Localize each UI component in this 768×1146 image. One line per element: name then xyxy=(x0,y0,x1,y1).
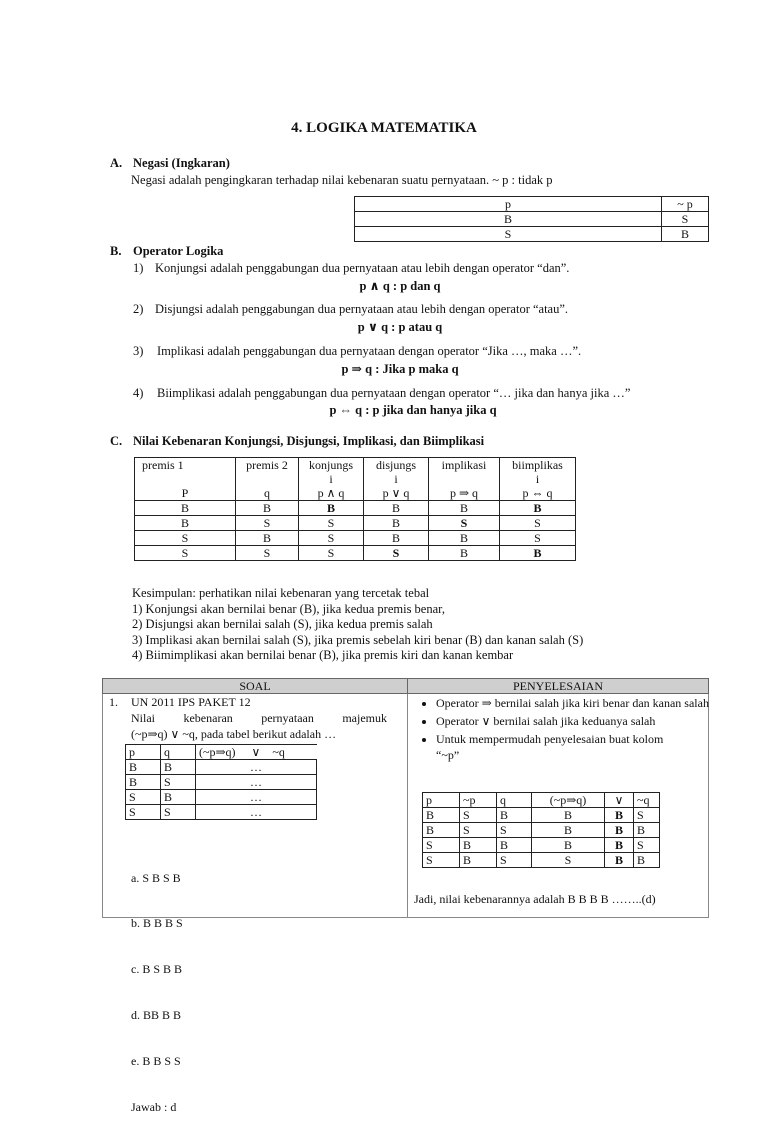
negation-cell: B xyxy=(662,227,709,242)
table-row: S S … xyxy=(126,805,317,820)
table-row: S B S B B S xyxy=(135,531,576,546)
operator-text-disjungsi: Disjungsi adalah penggabungan dua pernyataan atau lebih dengan operator “atau”. xyxy=(155,302,569,316)
operator-num: 4) xyxy=(133,386,144,400)
conclusion-line: 3) Implikasi akan bernilai salah (S), jika premis sebelah kiri benar (B) dan kanan salah (S) xyxy=(132,632,584,647)
soal-cell xyxy=(103,694,408,1115)
solution-conclusion: Jadi, nilai kebenarannya adalah B B B B ……..(d) xyxy=(414,892,656,906)
section-c-letter: C. xyxy=(110,434,123,448)
negation-cell: S xyxy=(355,227,662,242)
operator-text-biimplikasi: Biimplikasi adalah penggabungan dua pernyataan dengan operator “… jika dan hanya jika …” xyxy=(157,386,631,400)
table-row: B B B B B B xyxy=(135,501,576,516)
table-row: B S … xyxy=(126,775,317,790)
conclusion-line: 2) Disjungsi akan bernilai salah (S), jika kedua premis salah xyxy=(132,617,433,631)
table-row: S S S S B B xyxy=(135,546,576,561)
problem-table xyxy=(102,678,709,1115)
table-row: S B S S B B xyxy=(423,853,660,868)
operator-text-konjungsi: Konjungsi adalah penggabungan dua pernyataan atau lebih dengan operator “dan”. xyxy=(155,261,570,275)
truth-header-premis1: premis 1 P xyxy=(135,458,236,501)
operator-num: 1) xyxy=(133,261,144,275)
formula-disjungsi: p ∨ q : p atau q xyxy=(357,320,443,334)
formula-biimplikasi: p ⇔ q : p jika dan hanya jika q xyxy=(329,403,497,417)
table-row: B B … xyxy=(126,760,317,775)
section-b-heading: Operator Logika xyxy=(133,244,224,258)
question-source: UN 2011 IPS PAKET 12 xyxy=(131,695,251,709)
formula-konjungsi: p ∧ q : p dan q xyxy=(359,279,441,293)
table-row: B S B B B S xyxy=(423,808,660,823)
operator-num: 2) xyxy=(133,302,144,316)
negation-cell: S xyxy=(662,212,709,227)
formula-implikasi: p ⇒ q : Jika p maka q xyxy=(341,362,459,376)
answer-key: Jawab : d xyxy=(131,1100,177,1115)
negation-definition: Negasi adalah pengingkaran terhadap nilai kebenaran suatu pernyataan. ~ p : tidak p xyxy=(131,173,553,187)
solution-table: p ~p q (~p⇒q) ∨ ~q B S B B B S B S S B B B S B B B B S S B S S B B xyxy=(422,792,660,868)
truth-table xyxy=(134,457,576,561)
truth-header-implikasi: implikasi p ⇒ q xyxy=(429,458,500,501)
question-table: p q (~p⇒q) ∨ ~q B B … B S … S B … S S … xyxy=(125,744,317,820)
soal-header: SOAL xyxy=(103,679,408,694)
section-b-letter: B. xyxy=(110,244,122,258)
conclusion-line: 1) Konjungsi akan bernilai benar (B), jika kedua premis benar, xyxy=(132,601,445,616)
truth-header-konjungsi: konjungs i p ∧ q xyxy=(299,458,364,501)
solution-bullet: • Untuk mempermudah penyelesaian buat kolom “~p” xyxy=(436,731,666,763)
section-a-letter: A. xyxy=(110,156,123,170)
truth-header-premis2: premis 2 q xyxy=(236,458,299,501)
conclusion-line: Kesimpulan: perhatikan nilai kebenaran yang tercetak tebal xyxy=(132,586,430,600)
negation-header-p: p xyxy=(355,197,662,212)
answer-option-e: e. B B S S xyxy=(131,1054,181,1069)
answer-option-d: d. BB B B xyxy=(131,1008,182,1023)
conclusion-line: 4) Biimimplikasi akan bernilai benar (B), jika premis kiri dan kanan kembar xyxy=(132,648,514,662)
question-number: 1. xyxy=(109,695,118,709)
section-a-heading: Negasi (Ingkaran) xyxy=(133,156,230,170)
table-row: S B B B B S xyxy=(423,838,660,853)
table-row: B S S B B B xyxy=(423,823,660,838)
operator-num: 3) xyxy=(133,344,144,358)
operator-text-implikasi: Implikasi adalah penggabungan dua pernyataan dengan operator “Jika …, maka …”. xyxy=(157,344,582,358)
page-title: 4. LOGIKA MATEMATIKA xyxy=(291,120,477,136)
table-row: B S S B S S xyxy=(135,516,576,531)
solution-bullet: • Operator ∨ bernilai salah jika keduanya salah xyxy=(436,713,726,729)
table-row: S B … xyxy=(126,790,317,805)
negation-cell: B xyxy=(355,212,662,227)
section-c-heading: Nilai Kebenaran Konjungsi, Disjungsi, Implikasi, dan Biimplikasi xyxy=(133,434,485,448)
solution-bullet: • Operator ⇒ bernilai salah jika kiri benar dan kanan salah xyxy=(436,695,726,711)
penyelesaian-cell xyxy=(408,694,709,918)
answer-option-a: a. S B S B xyxy=(131,870,181,885)
answer-option-b: b. B B B S xyxy=(131,916,183,931)
answer-option-c: c. B S B B xyxy=(131,962,183,977)
penyelesaian-header: PENYELESAIAN xyxy=(408,679,709,694)
truth-header-disjungsi: disjungs i p ∨ q xyxy=(364,458,429,501)
question-text-line2: (~p⇒q) ∨ ~q, pada tabel berikut adalah … xyxy=(131,727,337,741)
truth-header-biimplikasi: biimplikas i p ⇔ q xyxy=(500,458,576,501)
answer-options xyxy=(131,840,183,1146)
negation-table xyxy=(354,196,709,242)
negation-header-not-p: ~ p xyxy=(662,197,709,212)
conclusion-block xyxy=(132,586,583,664)
solution-bullets xyxy=(408,695,726,765)
question-text-line1: Nilai kebenaran pernyataan majemuk xyxy=(131,711,387,725)
